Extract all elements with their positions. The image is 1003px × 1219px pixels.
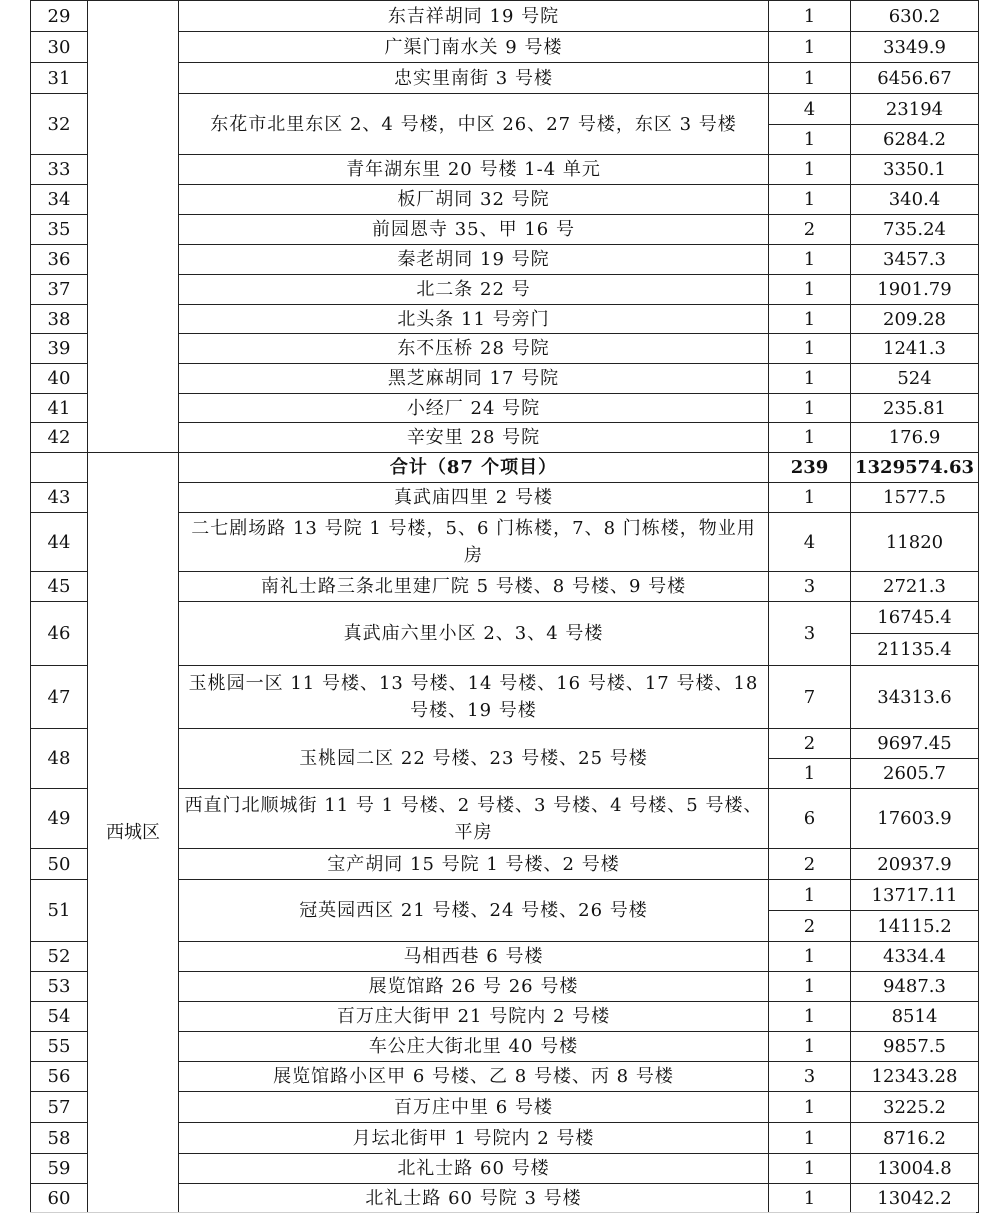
project-name: 东不压桥 28 号院 xyxy=(179,334,769,364)
row-number: 46 xyxy=(31,602,88,666)
area-value: 735.24 xyxy=(851,215,979,245)
area-value: 8514 xyxy=(851,1002,979,1032)
area-value: 12343.28 xyxy=(851,1062,979,1092)
area-value: 8716.2 xyxy=(851,1123,979,1154)
project-name: 展览馆路 26 号 26 号楼 xyxy=(179,972,769,1002)
unit-count: 1 xyxy=(769,334,851,364)
row-number: 42 xyxy=(31,423,88,453)
unit-count: 7 xyxy=(769,666,851,729)
project-name: 北头条 11 号旁门 xyxy=(179,305,769,334)
area-value: 2721.3 xyxy=(851,572,979,602)
row-number: 44 xyxy=(31,513,88,572)
area-value: 3349.9 xyxy=(851,32,979,63)
row-number: 35 xyxy=(31,215,88,245)
project-name: 月坛北街甲 1 号院内 2 号楼 xyxy=(179,1123,769,1154)
project-name: 前园恩寺 35、甲 16 号 xyxy=(179,215,769,245)
area-value: 17603.9 xyxy=(851,789,979,849)
project-name: 北礼士路 60 号院 3 号楼 xyxy=(179,1184,769,1213)
row-number: 50 xyxy=(31,849,88,880)
project-name: 展览馆路小区甲 6 号楼、乙 8 号楼、丙 8 号楼 xyxy=(179,1062,769,1092)
area-value: 9857.5 xyxy=(851,1032,979,1062)
row-number: 34 xyxy=(31,185,88,215)
unit-count: 6 xyxy=(769,789,851,849)
unit-count: 3 xyxy=(769,572,851,602)
row-number: 29 xyxy=(31,1,88,32)
project-name: 小经厂 24 号院 xyxy=(179,394,769,423)
project-name: 秦老胡同 19 号院 xyxy=(179,245,769,275)
unit-count: 1 xyxy=(769,1123,851,1154)
project-name: 青年湖东里 20 号楼 1-4 单元 xyxy=(179,155,769,185)
row-number: 49 xyxy=(31,789,88,849)
area-value: 34313.6 xyxy=(851,666,979,729)
row-number: 59 xyxy=(31,1154,88,1184)
unit-count: 1 xyxy=(769,275,851,305)
unit-count: 1 xyxy=(769,972,851,1002)
area-value: 13042.2 xyxy=(851,1184,979,1213)
row-number: 40 xyxy=(31,364,88,394)
project-name: 北二条 22 号 xyxy=(179,275,769,305)
unit-count: 1 xyxy=(769,364,851,394)
district-cell xyxy=(88,1,179,453)
total-count: 239 xyxy=(769,453,851,483)
row-number: 58 xyxy=(31,1123,88,1154)
project-name: 板厂胡同 32 号院 xyxy=(179,185,769,215)
unit-count: 1 xyxy=(769,483,851,513)
unit-count: 2 xyxy=(769,215,851,245)
row-number: 48 xyxy=(31,729,88,789)
project-name: 广渠门南水关 9 号楼 xyxy=(179,32,769,63)
area-value: 6456.67 xyxy=(851,63,979,94)
area-value: 23194 xyxy=(851,94,979,125)
total-label: 合计（87 个项目） xyxy=(179,453,769,483)
area-value: 9697.45 xyxy=(851,729,979,759)
row-number: 57 xyxy=(31,1092,88,1123)
row-number: 45 xyxy=(31,572,88,602)
unit-count: 1 xyxy=(769,1002,851,1032)
project-name: 马相西巷 6 号楼 xyxy=(179,942,769,972)
total-row xyxy=(31,453,979,483)
project-name: 车公庄大街北里 40 号楼 xyxy=(179,1032,769,1062)
table-row xyxy=(31,1,979,32)
project-name: 黑芝麻胡同 17 号院 xyxy=(179,364,769,394)
area-value: 11820 xyxy=(851,513,979,572)
area-value: 9487.3 xyxy=(851,972,979,1002)
project-name: 南礼士路三条北里建厂院 5 号楼、8 号楼、9 号楼 xyxy=(179,572,769,602)
total-area: 1329574.63 xyxy=(851,453,979,483)
unit-count: 1 xyxy=(769,942,851,972)
district-cell: 西城区 xyxy=(88,453,179,1213)
unit-count: 1 xyxy=(769,245,851,275)
area-value: 524 xyxy=(851,364,979,394)
row-number: 60 xyxy=(31,1184,88,1213)
area-value: 340.4 xyxy=(851,185,979,215)
row-number: 43 xyxy=(31,483,88,513)
unit-count: 1 xyxy=(769,63,851,94)
project-name: 东花市北里东区 2、4 号楼，中区 26、27 号楼，东区 3 号楼 xyxy=(179,94,769,155)
area-value: 3225.2 xyxy=(851,1092,979,1123)
area-value: 3350.1 xyxy=(851,155,979,185)
project-name: 玉桃园二区 22 号楼、23 号楼、25 号楼 xyxy=(179,729,769,789)
row-number: 53 xyxy=(31,972,88,1002)
unit-count: 1 xyxy=(769,1,851,32)
area-value: 6284.2 xyxy=(851,125,979,155)
row-number: 52 xyxy=(31,942,88,972)
project-name: 宝产胡同 15 号院 1 号楼、2 号楼 xyxy=(179,849,769,880)
unit-count: 4 xyxy=(769,513,851,572)
unit-count: 1 xyxy=(769,1092,851,1123)
area-value: 176.9 xyxy=(851,423,979,453)
row-number: 31 xyxy=(31,63,88,94)
housing-project-table xyxy=(30,0,979,1213)
area-value: 235.81 xyxy=(851,394,979,423)
unit-count: 1 xyxy=(769,759,851,789)
project-name: 东吉祥胡同 19 号院 xyxy=(179,1,769,32)
area-value: 3457.3 xyxy=(851,245,979,275)
row-number: 36 xyxy=(31,245,88,275)
row-number: 37 xyxy=(31,275,88,305)
area-value: 1241.3 xyxy=(851,334,979,364)
area-value: 13004.8 xyxy=(851,1154,979,1184)
project-name: 二七剧场路 13 号院 1 号楼，5、6 门栋楼，7、8 门栋楼，物业用房 xyxy=(179,513,769,572)
project-name: 西直门北顺城街 11 号 1 号楼、2 号楼、3 号楼、4 号楼、5 号楼、平房 xyxy=(179,789,769,849)
row-number: 56 xyxy=(31,1062,88,1092)
unit-count: 2 xyxy=(769,911,851,942)
unit-count: 1 xyxy=(769,305,851,334)
row-number: 55 xyxy=(31,1032,88,1062)
area-value: 1577.5 xyxy=(851,483,979,513)
project-name: 玉桃园一区 11 号楼、13 号楼、14 号楼、16 号楼、17 号楼、18 号楼、19 号楼 xyxy=(179,666,769,729)
page-edge-line xyxy=(30,1212,976,1213)
project-name: 北礼士路 60 号楼 xyxy=(179,1154,769,1184)
project-name: 真武庙六里小区 2、3、4 号楼 xyxy=(179,602,769,666)
project-name: 百万庄中里 6 号楼 xyxy=(179,1092,769,1123)
row-number: 39 xyxy=(31,334,88,364)
row-number: 30 xyxy=(31,32,88,63)
project-name: 忠实里南街 3 号楼 xyxy=(179,63,769,94)
project-name: 辛安里 28 号院 xyxy=(179,423,769,453)
unit-count: 1 xyxy=(769,423,851,453)
area-value: 2605.7 xyxy=(851,759,979,789)
area-value: 14115.2 xyxy=(851,911,979,942)
project-name: 百万庄大街甲 21 号院内 2 号楼 xyxy=(179,1002,769,1032)
row-number: 47 xyxy=(31,666,88,729)
row-number: 51 xyxy=(31,880,88,942)
unit-count: 1 xyxy=(769,1184,851,1213)
area-value: 20937.9 xyxy=(851,849,979,880)
unit-count: 1 xyxy=(769,32,851,63)
unit-count: 4 xyxy=(769,94,851,125)
unit-count: 1 xyxy=(769,185,851,215)
area-value: 21135.4 xyxy=(851,634,979,666)
unit-count: 2 xyxy=(769,849,851,880)
unit-count: 1 xyxy=(769,1154,851,1184)
row-number: 54 xyxy=(31,1002,88,1032)
area-value: 16745.4 xyxy=(851,602,979,634)
project-name: 真武庙四里 2 号楼 xyxy=(179,483,769,513)
unit-count: 1 xyxy=(769,880,851,911)
row-number xyxy=(31,453,88,483)
unit-count: 3 xyxy=(769,602,851,666)
unit-count: 1 xyxy=(769,1032,851,1062)
area-value: 209.28 xyxy=(851,305,979,334)
row-number: 33 xyxy=(31,155,88,185)
row-number: 41 xyxy=(31,394,88,423)
row-number: 32 xyxy=(31,94,88,155)
area-value: 630.2 xyxy=(851,1,979,32)
unit-count: 2 xyxy=(769,729,851,759)
unit-count: 1 xyxy=(769,155,851,185)
unit-count: 1 xyxy=(769,394,851,423)
row-number: 38 xyxy=(31,305,88,334)
area-value: 4334.4 xyxy=(851,942,979,972)
unit-count: 1 xyxy=(769,125,851,155)
unit-count: 3 xyxy=(769,1062,851,1092)
project-name: 冠英园西区 21 号楼、24 号楼、26 号楼 xyxy=(179,880,769,942)
area-value: 13717.11 xyxy=(851,880,979,911)
area-value: 1901.79 xyxy=(851,275,979,305)
